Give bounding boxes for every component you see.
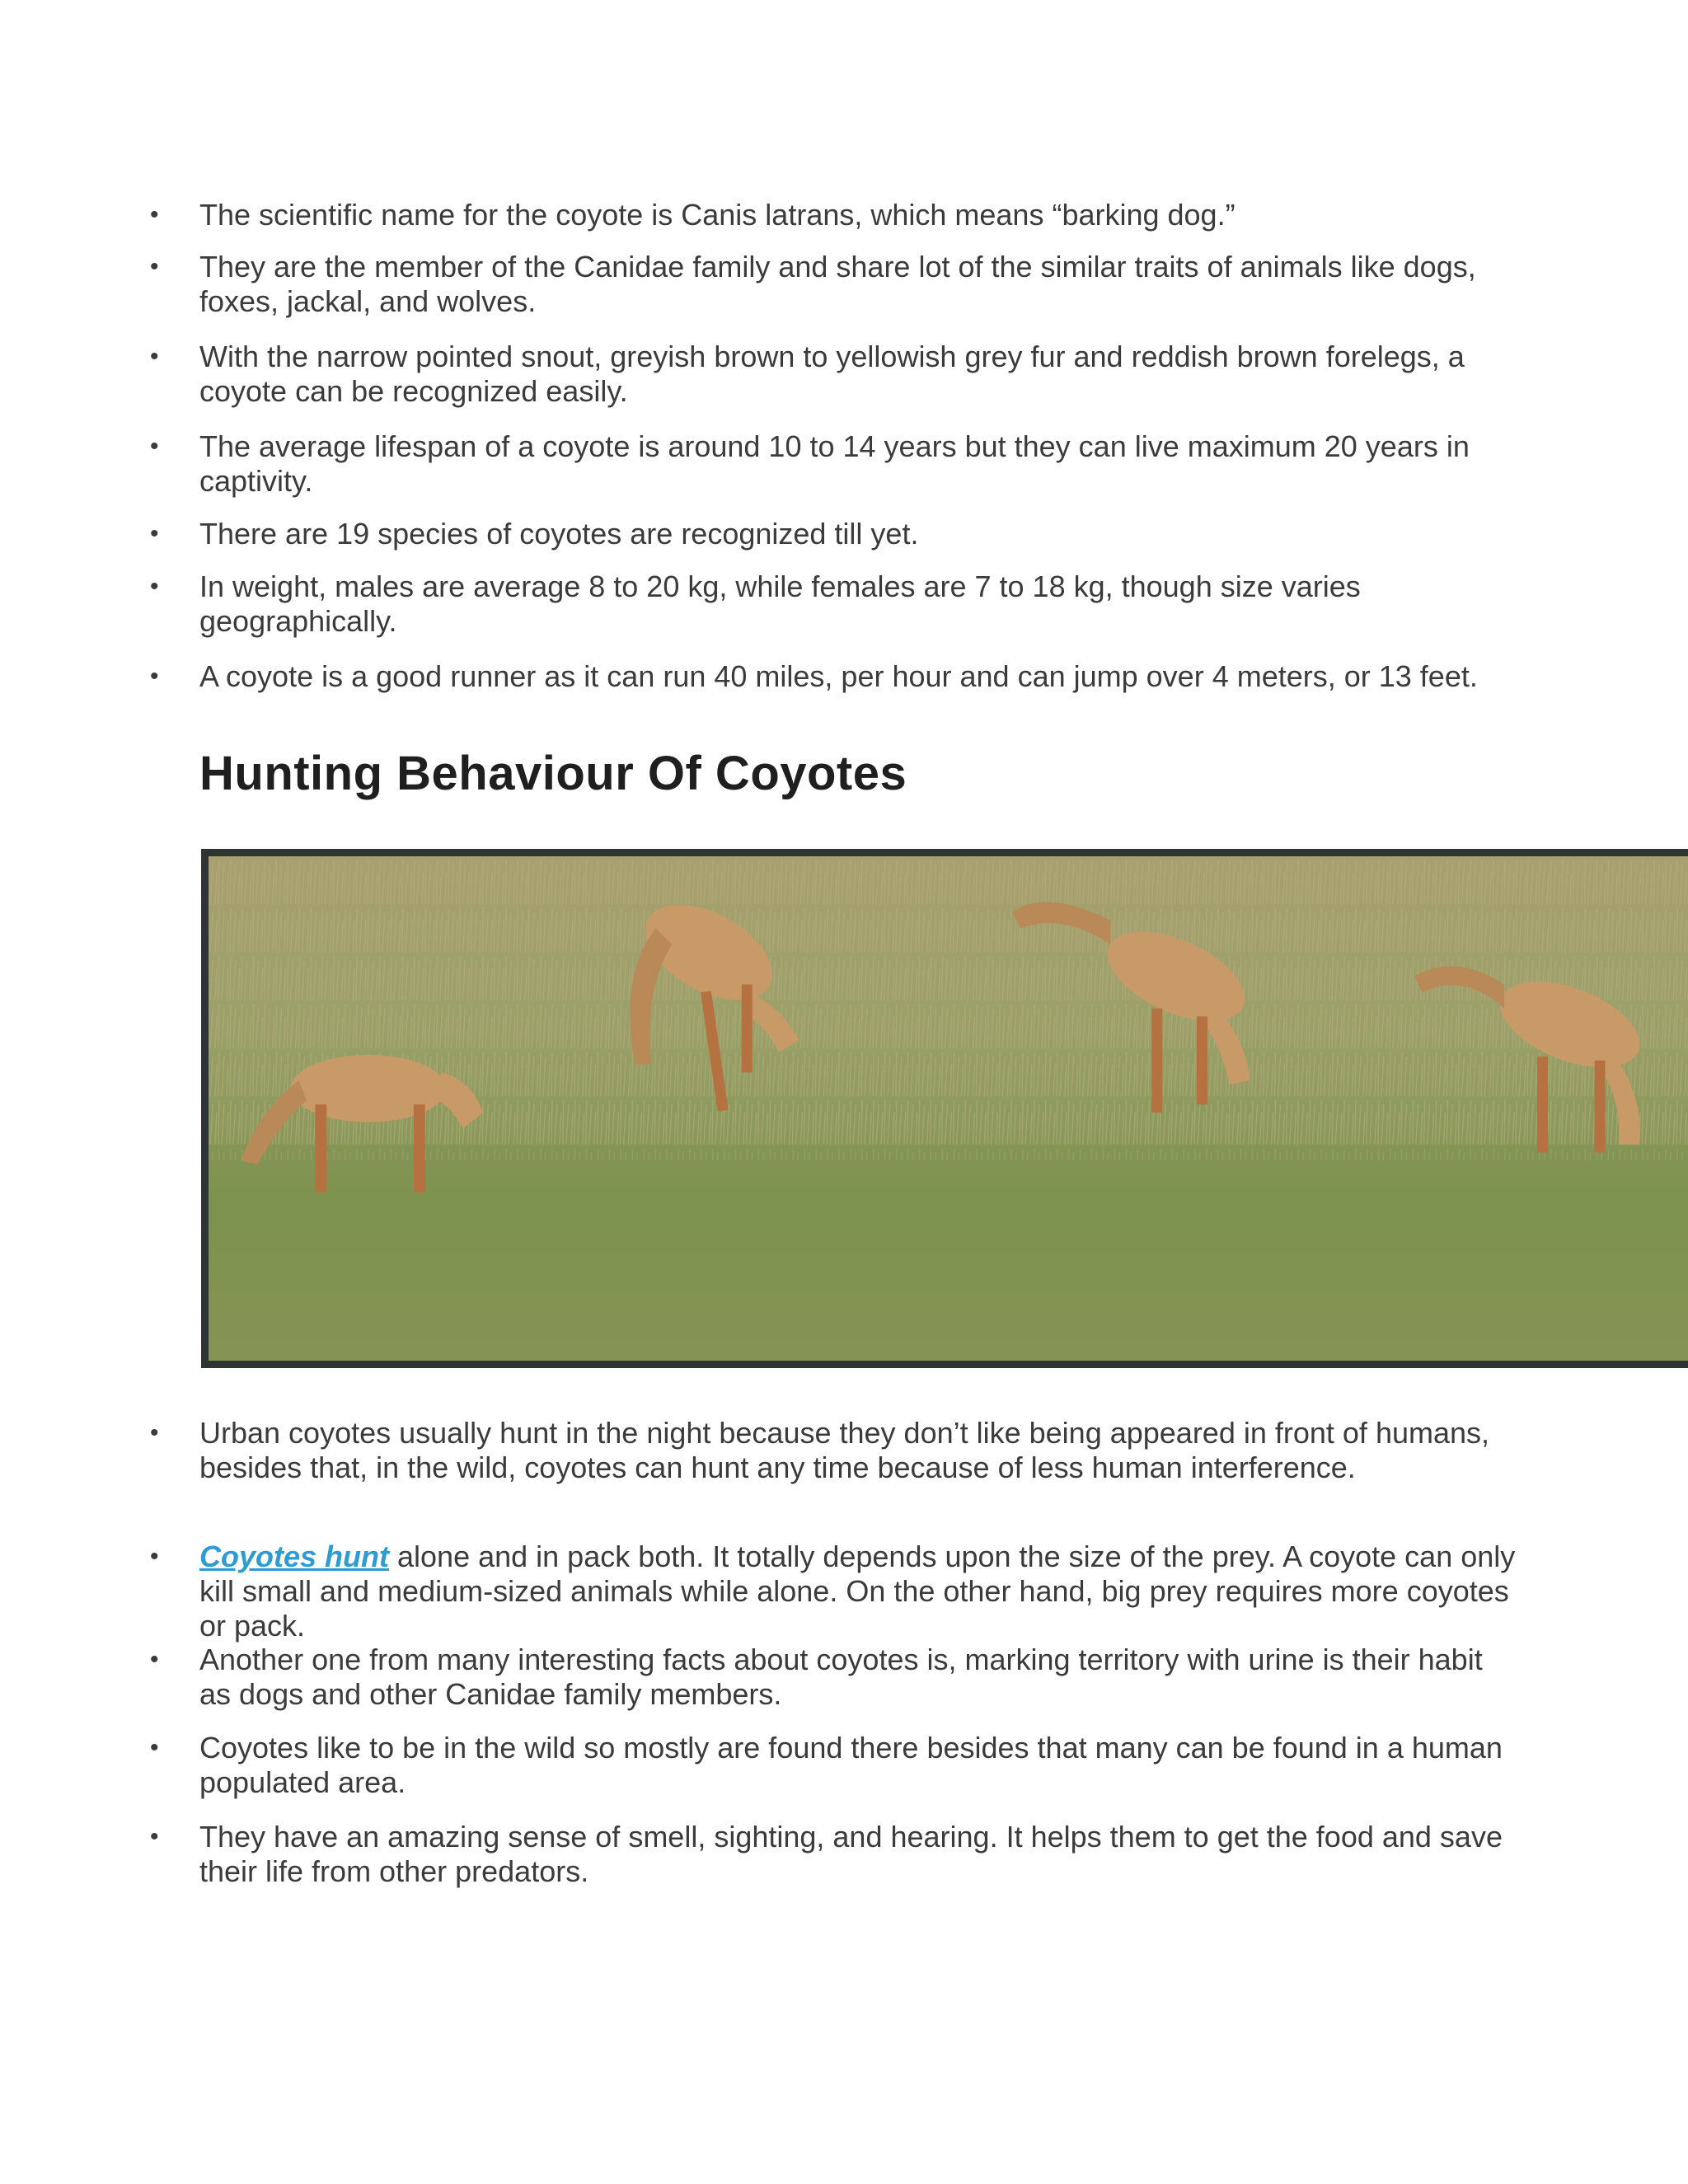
list-item [150, 1540, 1518, 1643]
hunting-fact-urban: Urban coyotes usually hunt in the night because they don’t like being appeared in front of humans, besides that, in the wild, coyotes can hunt any time because of less human interference. [199, 1416, 1490, 1484]
list-item [150, 1820, 1518, 1889]
bullet-icon: • [150, 520, 159, 547]
hunting-fact-senses: They have an amazing sense of smell, sighting, and hearing. It helps them to get the food and save their life from other predators. [199, 1820, 1503, 1888]
section-heading: Hunting Behaviour Of Coyotes [199, 747, 907, 800]
bullet-icon: • [150, 1419, 159, 1446]
bullet-icon: • [150, 433, 159, 460]
list-item [150, 429, 1518, 499]
hunting-fact-habitat: Coyotes like to be in the wild so mostly are found there besides that many can be found in a human populated area. [199, 1731, 1503, 1799]
bullet-icon: • [150, 1823, 159, 1850]
list-item [150, 250, 1518, 319]
list-item [150, 198, 1518, 232]
fact-weight: In weight, males are average 8 to 20 kg, while females are 7 to 18 kg, though size varies geographically. [199, 569, 1361, 638]
fact-species: There are 19 species of coyotes are recognized till yet. [199, 517, 919, 551]
fact-lifespan: The average lifespan of a coyote is around 10 to 14 years but they can live maximum 20 years in captivity. [199, 429, 1470, 498]
bullet-icon: • [150, 253, 159, 280]
bullet-icon: • [150, 1543, 159, 1570]
coyotes-hunting-photo [201, 849, 1688, 1368]
list-item [150, 569, 1518, 639]
fact-speed: A coyote is a good runner as it can run 40 miles, per hour and can jump over 4 meters, or 13 feet. [199, 659, 1478, 693]
coyotes-hunting-image [209, 856, 1688, 1361]
list-item [150, 1731, 1518, 1800]
fact-appearance: With the narrow pointed snout, greyish brown to yellowish grey fur and reddish brown forelegs, a coyote can be recognized easily. [199, 340, 1465, 408]
list-item [150, 517, 1518, 551]
fact-scientific-name: The scientific name for the coyote is Canis latrans, which means “barking dog.” [199, 198, 1236, 232]
coyotes-hunt-link[interactable]: Coyotes hunt [199, 1540, 389, 1573]
list-item [150, 659, 1518, 694]
bullet-icon: • [150, 343, 159, 370]
list-item [150, 340, 1518, 409]
bullet-icon: • [150, 1646, 159, 1673]
fact-canidae-family: They are the member of the Canidae family and share lot of the similar traits of animals like dogs, foxes, jackal, and wolves. [199, 250, 1476, 318]
bullet-icon: • [150, 201, 159, 228]
bullet-icon: • [150, 573, 159, 600]
bullet-icon: • [150, 1734, 159, 1761]
list-item [150, 1643, 1518, 1712]
hunting-fact-pack: alone and in pack both. It totally depends upon the size of the prey. A coyote can only kill small and medium-sized animals while alone. On the other hand, big prey requires more coyotes or pack. [199, 1540, 1516, 1643]
hunting-fact-territory: Another one from many interesting facts about coyotes is, marking territory with urine is their habit as dogs and other Canidae family members. [199, 1643, 1483, 1711]
list-item [150, 1416, 1518, 1485]
bullet-icon: • [150, 663, 159, 690]
